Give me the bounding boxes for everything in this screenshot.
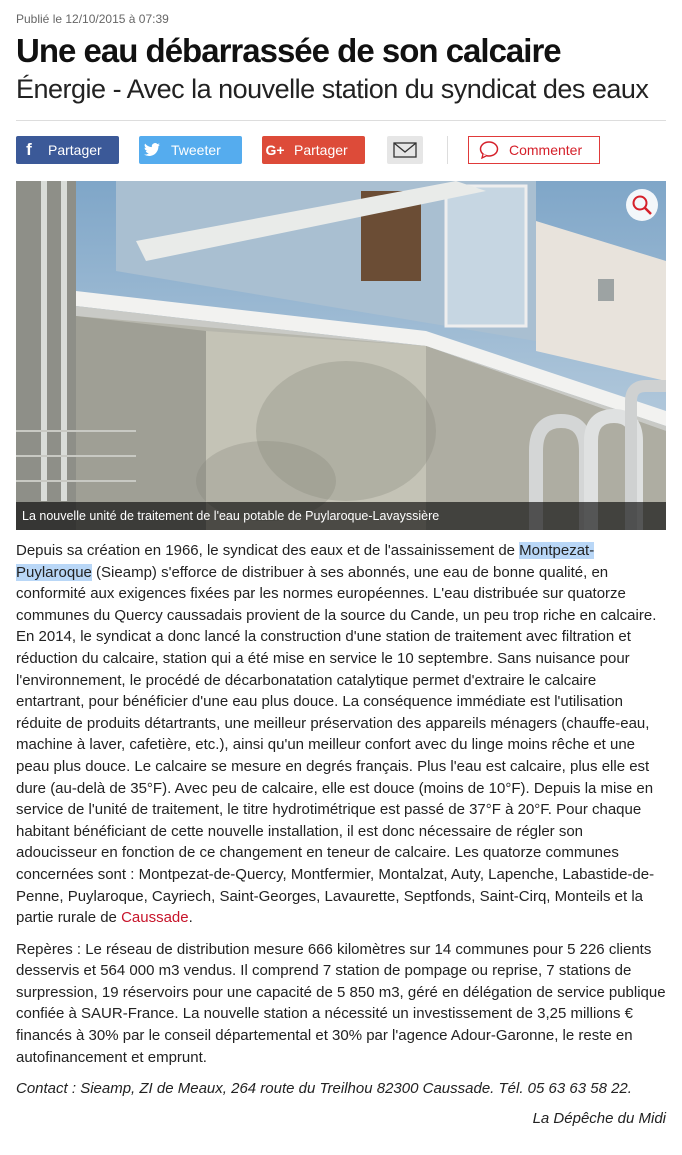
email-share-button[interactable] xyxy=(387,136,423,164)
paragraph: Depuis sa création en 1966, le syndicat des eaux et de l'assainissement de Montpezat-Puylaroque (Sieamp) s'efforce de distribuer à ses abonnés, une eau de bonne qualité, en conformité aux exigences fixées par les normes européennes. L'eau distribuée sur quatorze communes du Quercy caussadais provient de la source du Cande, un peu trop riche en calcaire. En 2014, le syndicat a donc lancé la construction d'une station de traitement avec filtration et réduction du calcaire, station qui a été mise en service le 10 septembre. Sans nuisance pour l'environnement, le procédé de décarbonatation catalytique permet d'extraire le calcaire entartrant, pour bénéficier d'une eau plus douce. La conséquence immédiate est l'utilisation réduite de produits détartrants, une meilleur préservation des appareils ménagers (chauffe-eau, machine à laver, cafetière, etc.), ainsi qu'un meilleur confort avec du linge moins rêche et une peau plus douce. Le calcaire se mesure en degrés français. Plus l'eau est calcaire, plus elle est dure (au-delà de 35°F). Avec peu de calcaire, elle est douce (moins de 10°F). Depuis la mise en service de l'unité de traitement, le titre hydrotimétrique est passé de 37°F à 20°F. Pour chaque habitant bénéficiant de cette nouvelle installation, il est donc nécessaire de régler son adoucisseur en fonction de ce changement en teneur de calcaire. Les quatorze communes concernées sont : Montpezat-de-Quercy, Montfermier, Montalzat, Auty, Lapenche, Labastide-de-Penne, Puylaroque, Cayriech, Saint-Georges, Lavaurette, Septfonds, Saint-Cirq, Monteils et la partie rurale de Caussade. xyxy=(16,542,657,927)
zoom-icon[interactable] xyxy=(626,189,658,221)
photo-caption: La nouvelle unité de traitement de l'eau potable de Puylaroque-Lavayssière xyxy=(16,502,666,530)
google-plus-icon: G+ xyxy=(265,142,285,158)
publish-date: Publié le 12/10/2015 à 07:39 xyxy=(16,12,169,26)
comment-button[interactable]: Commenter xyxy=(468,136,600,164)
article-subtitle: Énergie - Avec la nouvelle station du syndicat des eaux xyxy=(16,74,649,104)
paragraph-reperes: Repères : Le réseau de distribution mesure 666 kilomètres sur 14 communes pour 5 226 clients desservis et 564 000 m3 vendus. Il comprend 7 station de pompage ou reprise, 7 stations de surpression, 19 réservoirs pour une capacité de 5 850 m3, géré en délégation de service publique confiée à SAUR-France. La nouvelle station a nécessité un investissement de 3,25 millions € financés à 30% par le conseil départemental et 30% par l'agence Adour-Garonne, le reste en autofinancement et emprunt. xyxy=(16,940,666,1066)
facebook-share-button[interactable]: f Partager xyxy=(16,136,119,164)
building-image xyxy=(16,181,666,530)
separator xyxy=(447,136,448,164)
google-plus-share-button[interactable]: G+ Partager xyxy=(262,136,365,164)
article-body xyxy=(16,540,666,1100)
highlighted-link[interactable]: Montpezat-Puylaroque xyxy=(16,542,595,581)
share-bar xyxy=(16,136,666,164)
twitter-share-button[interactable]: Tweeter xyxy=(139,136,242,164)
divider xyxy=(16,120,666,121)
caussade-link[interactable]: Caussade xyxy=(121,909,189,927)
envelope-icon xyxy=(393,142,417,158)
facebook-icon: f xyxy=(26,140,32,159)
article-title: Une eau débarrassée de son calcaire xyxy=(16,32,561,69)
paragraph-contact: Contact : Sieamp, ZI de Meaux, 264 route du Treilhou 82300 Caussade. Tél. 05 63 63 58 22. xyxy=(16,1080,632,1098)
article-photo[interactable] xyxy=(16,181,666,530)
twitter-icon xyxy=(139,143,165,157)
speech-bubble-icon xyxy=(469,141,509,159)
signature: La Dépêche du Midi xyxy=(532,1109,666,1127)
